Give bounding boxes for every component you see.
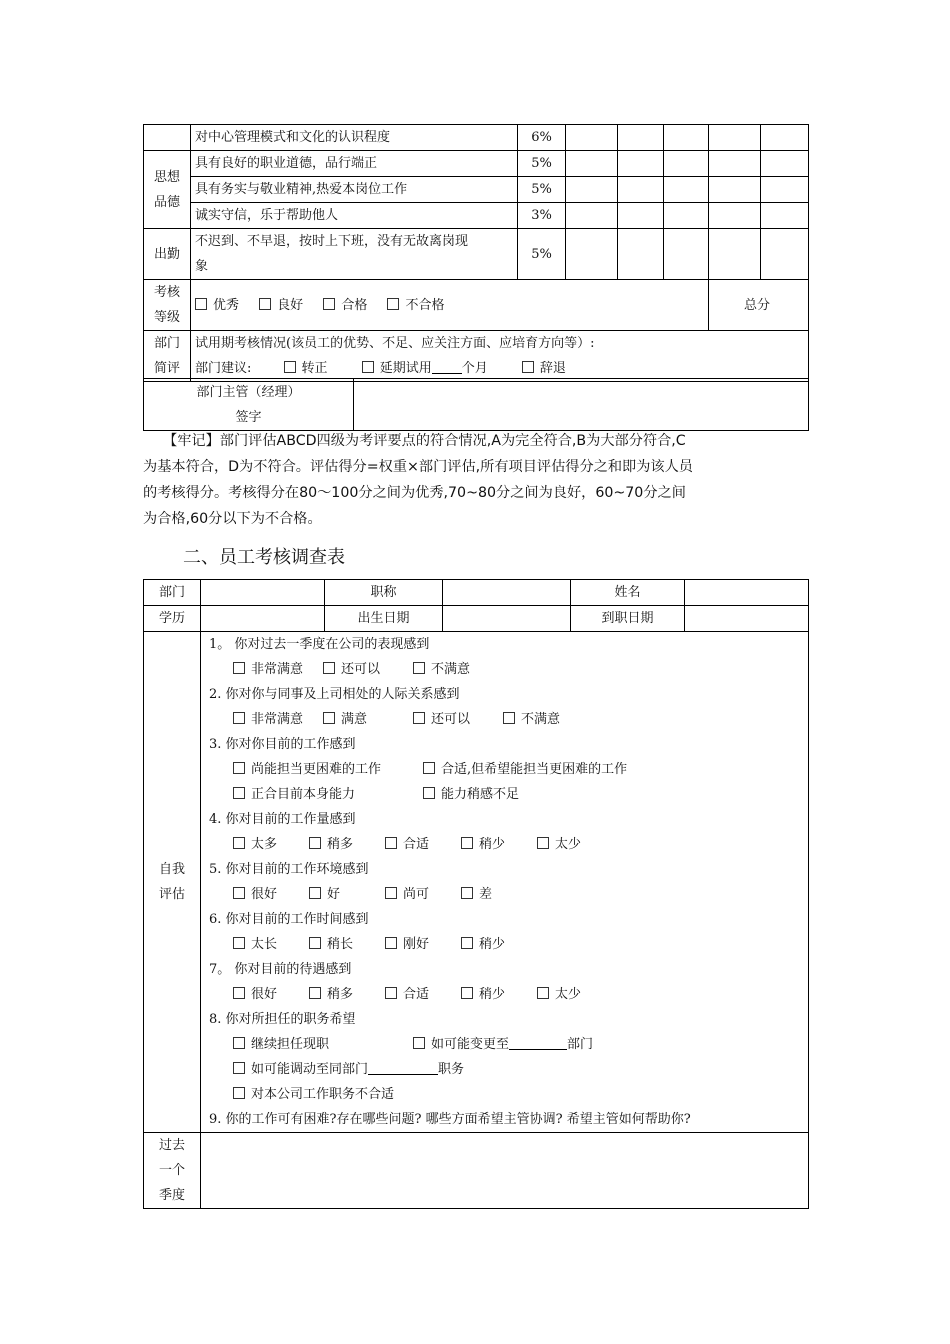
grade-option-pass[interactable]: 合格 [323,293,367,318]
q7-option[interactable]: 很好 [233,982,309,1007]
question-7: 7。 你对目前的待遇感到 [209,962,352,977]
q7-option[interactable]: 太少 [537,982,581,1007]
q4-option[interactable]: 太多 [233,832,309,857]
eval-grade-cell[interactable] [566,151,618,177]
checkbox-icon [309,887,321,899]
q3-option[interactable]: 尚能担当更困难的工作 [233,757,423,782]
eval-weight: 5% [518,177,566,203]
attendance-weight: 5% [518,229,566,280]
attendance-label: 出勤 [144,229,191,280]
checkbox-icon [323,712,335,724]
q8-option[interactable]: 如可能调动至同部门 职务 [233,1057,464,1082]
q8-option[interactable]: 如可能变更至 部门 [413,1032,593,1057]
eval-grade-cell[interactable] [618,229,664,280]
manager-sign-label: 部门主管（经理） 签字 [144,379,354,431]
dept-comment-text: 试用期考核情况(该员工的优势、不足、应关注方面、应培育方向等）: [195,336,595,351]
checkbox-icon [461,837,473,849]
eval-grade-cell[interactable] [709,229,761,280]
q1-option[interactable]: 非常满意 [233,657,323,682]
grade-option-fail[interactable]: 不合格 [387,293,444,318]
checkbox-icon [385,937,397,949]
checkbox-icon [259,298,271,310]
checkbox-icon [233,1037,245,1049]
q4-option[interactable]: 合适 [385,832,461,857]
q3-option[interactable]: 合适,但希望能担当更困难的工作 [423,757,627,782]
suggest-dismiss-option[interactable]: 辞退 [522,356,566,381]
checkbox-icon [362,361,374,373]
q8-option[interactable]: 对本公司工作职务不合适 [233,1082,394,1107]
checkbox-icon [233,937,245,949]
eval-item: 具有良好的职业道德，品行端正 [191,151,518,177]
q5-option[interactable]: 差 [461,882,492,907]
eval-grade-cell[interactable] [566,177,618,203]
q2-option[interactable]: 不满意 [503,707,560,732]
eval-grade-cell[interactable] [566,125,618,151]
education-label: 学历 [144,606,201,632]
checkbox-icon [503,712,515,724]
past-quarter-field[interactable] [201,1133,809,1209]
q1-option[interactable]: 不满意 [413,657,470,682]
eval-grade-cell[interactable] [664,125,709,151]
checkbox-icon [423,787,435,799]
self-eval-questions [201,632,809,1133]
checkbox-icon [284,361,296,373]
question-6: 6. 你对目前的工作时间感到 [209,912,369,927]
extend-months-blank[interactable] [432,359,462,374]
eval-grade-cell[interactable] [709,151,761,177]
checkbox-icon [461,987,473,999]
eval-grade-cell[interactable] [566,229,618,280]
question-4-options [209,832,804,857]
checkbox-icon [309,837,321,849]
q4-option[interactable]: 稍多 [309,832,385,857]
grade-label: 考核 等级 [144,280,191,331]
grade-option-good[interactable]: 良好 [259,293,303,318]
eval-grade-cell[interactable] [618,151,664,177]
eval-grade-cell[interactable] [664,203,709,229]
question-3-options-b [209,782,804,807]
question-6-options [209,932,804,957]
checkbox-icon [233,837,245,849]
dept-comment-label: 部门 简评 [144,331,191,382]
total-score-label: 总分 [709,280,809,331]
checkbox-icon [323,662,335,674]
q4-option[interactable]: 太少 [537,832,581,857]
question-5: 5. 你对目前的工作环境感到 [209,862,369,877]
q6-option[interactable]: 稍少 [461,932,505,957]
checkbox-icon [233,787,245,799]
question-8-options-b [209,1057,804,1082]
checkbox-icon [387,298,399,310]
checkbox-icon [413,662,425,674]
self-eval-label: 自我 评估 [144,632,201,1133]
past-quarter-label: 过去 一个 季度 [144,1133,201,1209]
q8-option[interactable]: 继续担任现职 [233,1032,413,1057]
name-field[interactable] [685,580,809,606]
eval-grade-cell[interactable] [709,203,761,229]
moral-label: 思想 品德 [144,151,191,229]
grade-options [191,280,709,331]
position-change-blank[interactable] [368,1060,438,1075]
eval-grade-cell[interactable] [664,177,709,203]
checkbox-icon [413,1037,425,1049]
dept-field[interactable] [201,580,325,606]
grade-option-excellent[interactable]: 优秀 [195,293,239,318]
checkbox-icon [309,987,321,999]
checkbox-icon [385,887,397,899]
checkbox-icon [233,1062,245,1074]
q2-option[interactable]: 满意 [323,707,413,732]
checkbox-icon [233,662,245,674]
eval-item: 对中心管理模式和文化的认识程度 [191,125,518,151]
q5-option[interactable]: 很好 [233,882,309,907]
grading-note: 【牢记】部门评估ABCD四级为考评要点的符合情况,A为完全符合,B为大部分符合,C 为基本符合，D为不符合。评估得分=权重×部门评估,所有项目评估得分之和即为该人员 的考核得分。考核得分在80～100分之间为优秀,70~80分之间为良好，60~70分之间 为合格,60分以下为不合格。 [143,433,693,527]
q6-option[interactable]: 太长 [233,932,309,957]
q6-option[interactable]: 刚好 [385,932,461,957]
question-3-options-a [209,757,804,782]
checkbox-icon [385,987,397,999]
q3-option[interactable]: 能力稍感不足 [423,782,519,807]
join-date-field[interactable] [685,606,809,632]
suggest-extend-option[interactable]: 延期试用 个月 [362,356,488,381]
checkbox-icon [413,712,425,724]
q7-option[interactable]: 稍多 [309,982,385,1007]
eval-score-cell[interactable] [761,203,809,229]
q6-option[interactable]: 稍长 [309,932,385,957]
question-8: 8. 你对所担任的职务希望 [209,1012,356,1027]
question-1: 1。 你对过去一季度在公司的表现感到 [209,637,430,652]
checkbox-icon [385,837,397,849]
eval-grade-cell[interactable] [566,203,618,229]
eval-grade-cell[interactable] [664,151,709,177]
manager-sign-table [143,378,809,431]
q3-option[interactable]: 正合目前本身能力 [233,782,423,807]
question-2-options [209,707,804,732]
eval-weight: 3% [518,203,566,229]
q1-option[interactable]: 还可以 [323,657,413,682]
eval-weight: 6% [518,125,566,151]
dept-change-blank[interactable] [509,1035,567,1050]
q7-option[interactable]: 稍少 [461,982,537,1007]
section-title: 二、员工考核调查表 [183,547,345,568]
eval-score-cell[interactable] [761,177,809,203]
q4-option[interactable]: 稍少 [461,832,537,857]
eval-grade-cell[interactable] [618,203,664,229]
eval-grade-cell[interactable] [664,229,709,280]
birth-date-field[interactable] [443,606,571,632]
checkbox-icon [195,298,207,310]
eval-grade-cell[interactable] [709,177,761,203]
eval-grade-cell[interactable] [709,125,761,151]
q5-option[interactable]: 尚可 [385,882,461,907]
eval-item: 诚实守信，乐于帮助他人 [191,203,518,229]
dept-suggestion-row: 部门建议: 转正 延期试用 个月 辞退 [195,356,804,381]
eval-score-cell[interactable] [761,229,809,280]
q7-option[interactable]: 合适 [385,982,461,1007]
question-5-options [209,882,804,907]
eval-blank-label [144,125,191,151]
question-4: 4. 你对目前的工作量感到 [209,812,356,827]
question-9: 9. 你的工作可有困难?存在哪些问题? 哪些方面希望主管协调? 希望主管如何帮助你? [209,1112,691,1127]
checkbox-icon [233,887,245,899]
question-7-options [209,982,804,1007]
dept-comment-field[interactable] [191,331,809,382]
question-1-options [209,657,804,682]
checkbox-icon [461,887,473,899]
eval-score-cell[interactable] [761,125,809,151]
checkbox-icon [309,937,321,949]
eval-weight: 5% [518,151,566,177]
checkbox-icon [233,762,245,774]
q2-option[interactable]: 非常满意 [233,707,323,732]
evaluation-table [143,124,809,382]
checkbox-icon [233,1087,245,1099]
checkbox-icon [537,837,549,849]
eval-grade-cell[interactable] [618,125,664,151]
title-label: 职称 [325,580,443,606]
eval-score-cell[interactable] [761,151,809,177]
title-field[interactable] [443,580,571,606]
checkbox-icon [537,987,549,999]
eval-item: 具有务实与敬业精神,热爱本岗位工作 [191,177,518,203]
suggest-confirm-option[interactable]: 转正 [284,356,328,381]
q2-option[interactable]: 还可以 [413,707,503,732]
checkbox-icon [233,712,245,724]
birth-date-label: 出生日期 [325,606,443,632]
checkbox-icon [323,298,335,310]
checkbox-icon [233,987,245,999]
eval-grade-cell[interactable] [618,177,664,203]
manager-sign-field[interactable] [354,379,809,431]
survey-table [143,579,809,1209]
question-2: 2. 你对你与同事及上司相处的人际关系感到 [209,687,460,702]
question-8-options-c [209,1082,804,1107]
checkbox-icon [461,937,473,949]
question-3: 3. 你对你目前的工作感到 [209,737,356,752]
join-date-label: 到职日期 [571,606,685,632]
question-8-options-a [209,1032,804,1057]
checkbox-icon [423,762,435,774]
dept-label: 部门 [144,580,201,606]
name-label: 姓名 [571,580,685,606]
checkbox-icon [522,361,534,373]
attendance-item: 不迟到、不早退，按时上下班，没有无故离岗现 象 [191,229,518,280]
education-field[interactable] [201,606,325,632]
q5-option[interactable]: 好 [309,882,385,907]
